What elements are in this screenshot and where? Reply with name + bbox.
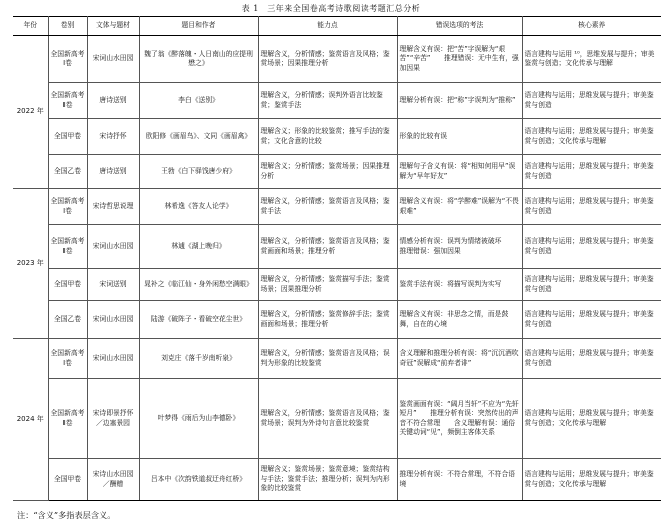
genre-cell: 宋词山水田园 [87,301,139,339]
literacy-cell: 语言建构与运用；思维发展与提升；审美鉴赏与创造 [522,225,661,269]
table-row [13,225,661,269]
table-title: 表 1 三年来全国卷高考诗歌阅读考题汇总分析 [241,4,421,13]
error-cell: 形象的比较有误 [397,119,522,155]
literacy-cell: 语言建构与运用；思维发展与提升；审美鉴赏与创造 [522,189,661,225]
paper-cell: 全国乙卷 [48,155,87,189]
title-author-cell: 吕本中《次韵铁道叔迂舟红桥》 [139,459,258,501]
ability-cell: 理解含义，分析情感；鉴赏描写手法；鉴赏场景；因果推理分析 [258,269,397,301]
table-row [13,36,661,83]
table-row [13,379,661,459]
footnote: 注：“含义”多指表层含义。 [17,510,116,520]
error-cell: 推理分析有误：不符合常理，不符合语境 [397,459,522,501]
paper-cell: 全国甲卷 [48,119,87,155]
col-paper: 卷别 [48,17,87,36]
paper-cell: 全国新高考Ⅰ卷 [48,339,87,379]
table-row [13,83,661,119]
error-cell: 鉴赏画面有误：“阔月当轩”不应为“先轩短月” 推理分析有误：突然传出的声音不符合常理 含义理解有误：通俗关键动词“见”，频倒主客体关系 [397,379,522,459]
ability-cell: 理解含义，分析情感；鉴赏语言及风格；鉴赏场景；误判为外诗句言意比较鉴赏 [258,379,397,459]
paper-cell: 全国甲卷 [48,269,87,301]
literacy-cell: 语言建构与运用；思维发展与提升；审美鉴赏与创造 [522,301,661,339]
ability-cell: 理解含义，分析情感；鉴赏语言及风格；鉴赏手法 [258,189,397,225]
ability-cell: 理解含义，分析情感；鉴赏语言及风格；误判为形象的比较鉴赏 [258,339,397,379]
error-cell: 含义理解和推理分析有误：将“沉沉酒吹奇冠”误解成“前弃者诽” [397,339,522,379]
col-genre: 文体与题材 [87,17,139,36]
literacy-cell: 语言建构与运用；思维发展与提升；审美鉴赏与创造 [522,269,661,301]
year-cell: 2022 年 [13,36,48,189]
year-cell: 2023 年 [13,189,48,339]
genre-cell: 宋词山水田园 [87,339,139,379]
error-cell: 情感分析有误：误判为情绪被破坏 推理错误：强加因果 [397,225,522,269]
genre-cell: 宋诗即景抒怀／边塞景园 [87,379,139,459]
paper-cell: 全国新高考Ⅰ卷 [48,36,87,83]
paper-cell: 全国甲卷 [48,459,87,501]
genre-cell: 宋诗山水田园／酬赠 [87,459,139,501]
literacy-cell: 语言建构与运用；思维发展与提升；审美鉴赏与创造 [522,339,661,379]
exam-analysis-table [13,16,661,501]
genre-cell: 宋词山水田园 [87,225,139,269]
genre-cell: 宋诗哲思说理 [87,189,139,225]
error-cell: 理解含义有误：非思念之情，而是鼓舞，自在的心境 [397,301,522,339]
paper-cell: 全国新高考Ⅱ卷 [48,83,87,119]
ability-cell: 理解含义，分析情感；鉴赏修辞手法；鉴赏画面和场景；推理分析 [258,301,397,339]
genre-cell: 宋词山水田园 [87,36,139,83]
error-cell: 理解分析有误：把“称”字误判为“推称” [397,83,522,119]
error-cell: 理解句子含义有误：将“相知何用早”误解为“早年好友” [397,155,522,189]
table-row [13,459,661,501]
ability-cell: 理解含义，分析情感；误判外语言比较鉴赏；鉴赏手法 [258,83,397,119]
col-ability: 能力点 [258,17,397,36]
title-author-cell: 林逋《湖上晚归》 [139,225,258,269]
table-row [13,189,661,225]
genre-cell: 宋词送别 [87,269,139,301]
literacy-cell: 语言建构与运用；思维发展与提升；审美鉴赏与创造；文化传承与理解 [522,379,661,459]
header-row [13,17,661,36]
ability-cell: 理解含义；鉴赏场景；鉴赏意境；鉴赏结构与手法；鉴赏手法；推理分析；误判为内形象的比较鉴赏 [258,459,397,501]
ability-cell: 理解含义，分析情感；鉴赏语言及风格；鉴赏画面和场景；推理分析 [258,225,397,269]
ability-cell: 理解含义；形象的比较鉴赏；推写手法的鉴赏；文化含意的比较 [258,119,397,155]
col-year: 年份 [13,17,48,36]
literacy-cell: 语言建构与运用；思维发展与提升；审美鉴赏与创造；文化传承与理解 [522,119,661,155]
title-author-cell: 陆游《破阵子・看破空花尘世》 [139,301,258,339]
literacy-cell: 语言建构与运用 ¹⁰，思维发展与提升；审美鉴赏与创造；文化传承与理解 [522,36,661,83]
col-error: 错误选项的考法 [397,17,522,36]
col-literacy: 核心素养 [522,17,661,36]
title-author-cell: 林希逸《答友人论学》 [139,189,258,225]
genre-cell: 唐诗送别 [87,155,139,189]
literacy-cell: 语言建构与运用；思维发展与提升；审美鉴赏与创造；文化传承与理解 [522,459,661,501]
literacy-cell: 语言建构与运用；思维发展与提升；审美鉴赏与创造 [522,83,661,119]
title-author-cell: 王勃《白下驿饯唐少府》 [139,155,258,189]
paper-cell: 全国乙卷 [48,301,87,339]
table-row [13,269,661,301]
title-author-cell: 欧阳修《画眉鸟》、文同《画眉禽》 [139,119,258,155]
paper-cell: 全国新高考Ⅱ卷 [48,379,87,459]
col-title-author: 题目和作者 [139,17,258,36]
title-author-cell: 李白《送别》 [139,83,258,119]
literacy-cell: 语言建构与运用；思维发展与提升；审美鉴赏与创造 [522,155,661,189]
year-cell: 2024 年 [13,339,48,501]
error-cell: 理解含义有误：把“苦”字误解为“艰苦”“辛苦” 推理错误：无中生有，强加因果 [397,36,522,83]
table-row [13,119,661,155]
paper-cell: 全国新高考Ⅱ卷 [48,225,87,269]
table-row [13,339,661,379]
ability-cell: 理解含义，分析情感；鉴赏语言及风格；鉴赏场景；因果推理分析 [258,36,397,83]
title-author-cell: 魏了翁《醉落魄・人日南山的应提刑懋之》 [139,36,258,83]
title-author-cell: 刘克庄《落千岁南听泉》 [139,339,258,379]
genre-cell: 唐诗送别 [87,83,139,119]
ability-cell: 理解含义；分析情感；鉴赏场景；因果推理分析 [258,155,397,189]
error-cell: 鉴赏手法有误：将描写误判为实写 [397,269,522,301]
paper-cell: 全国新高考Ⅰ卷 [48,189,87,225]
title-author-cell: 晁补之《临江仙・身外闲愁空满眼》 [139,269,258,301]
table-row [13,301,661,339]
table-row [13,155,661,189]
error-cell: 理解含义有误：将“学醉难”误解为“不畏艰难” [397,189,522,225]
title-author-cell: 叶梦得《雨后为山李德卧》 [139,379,258,459]
genre-cell: 宋诗抒怀 [87,119,139,155]
